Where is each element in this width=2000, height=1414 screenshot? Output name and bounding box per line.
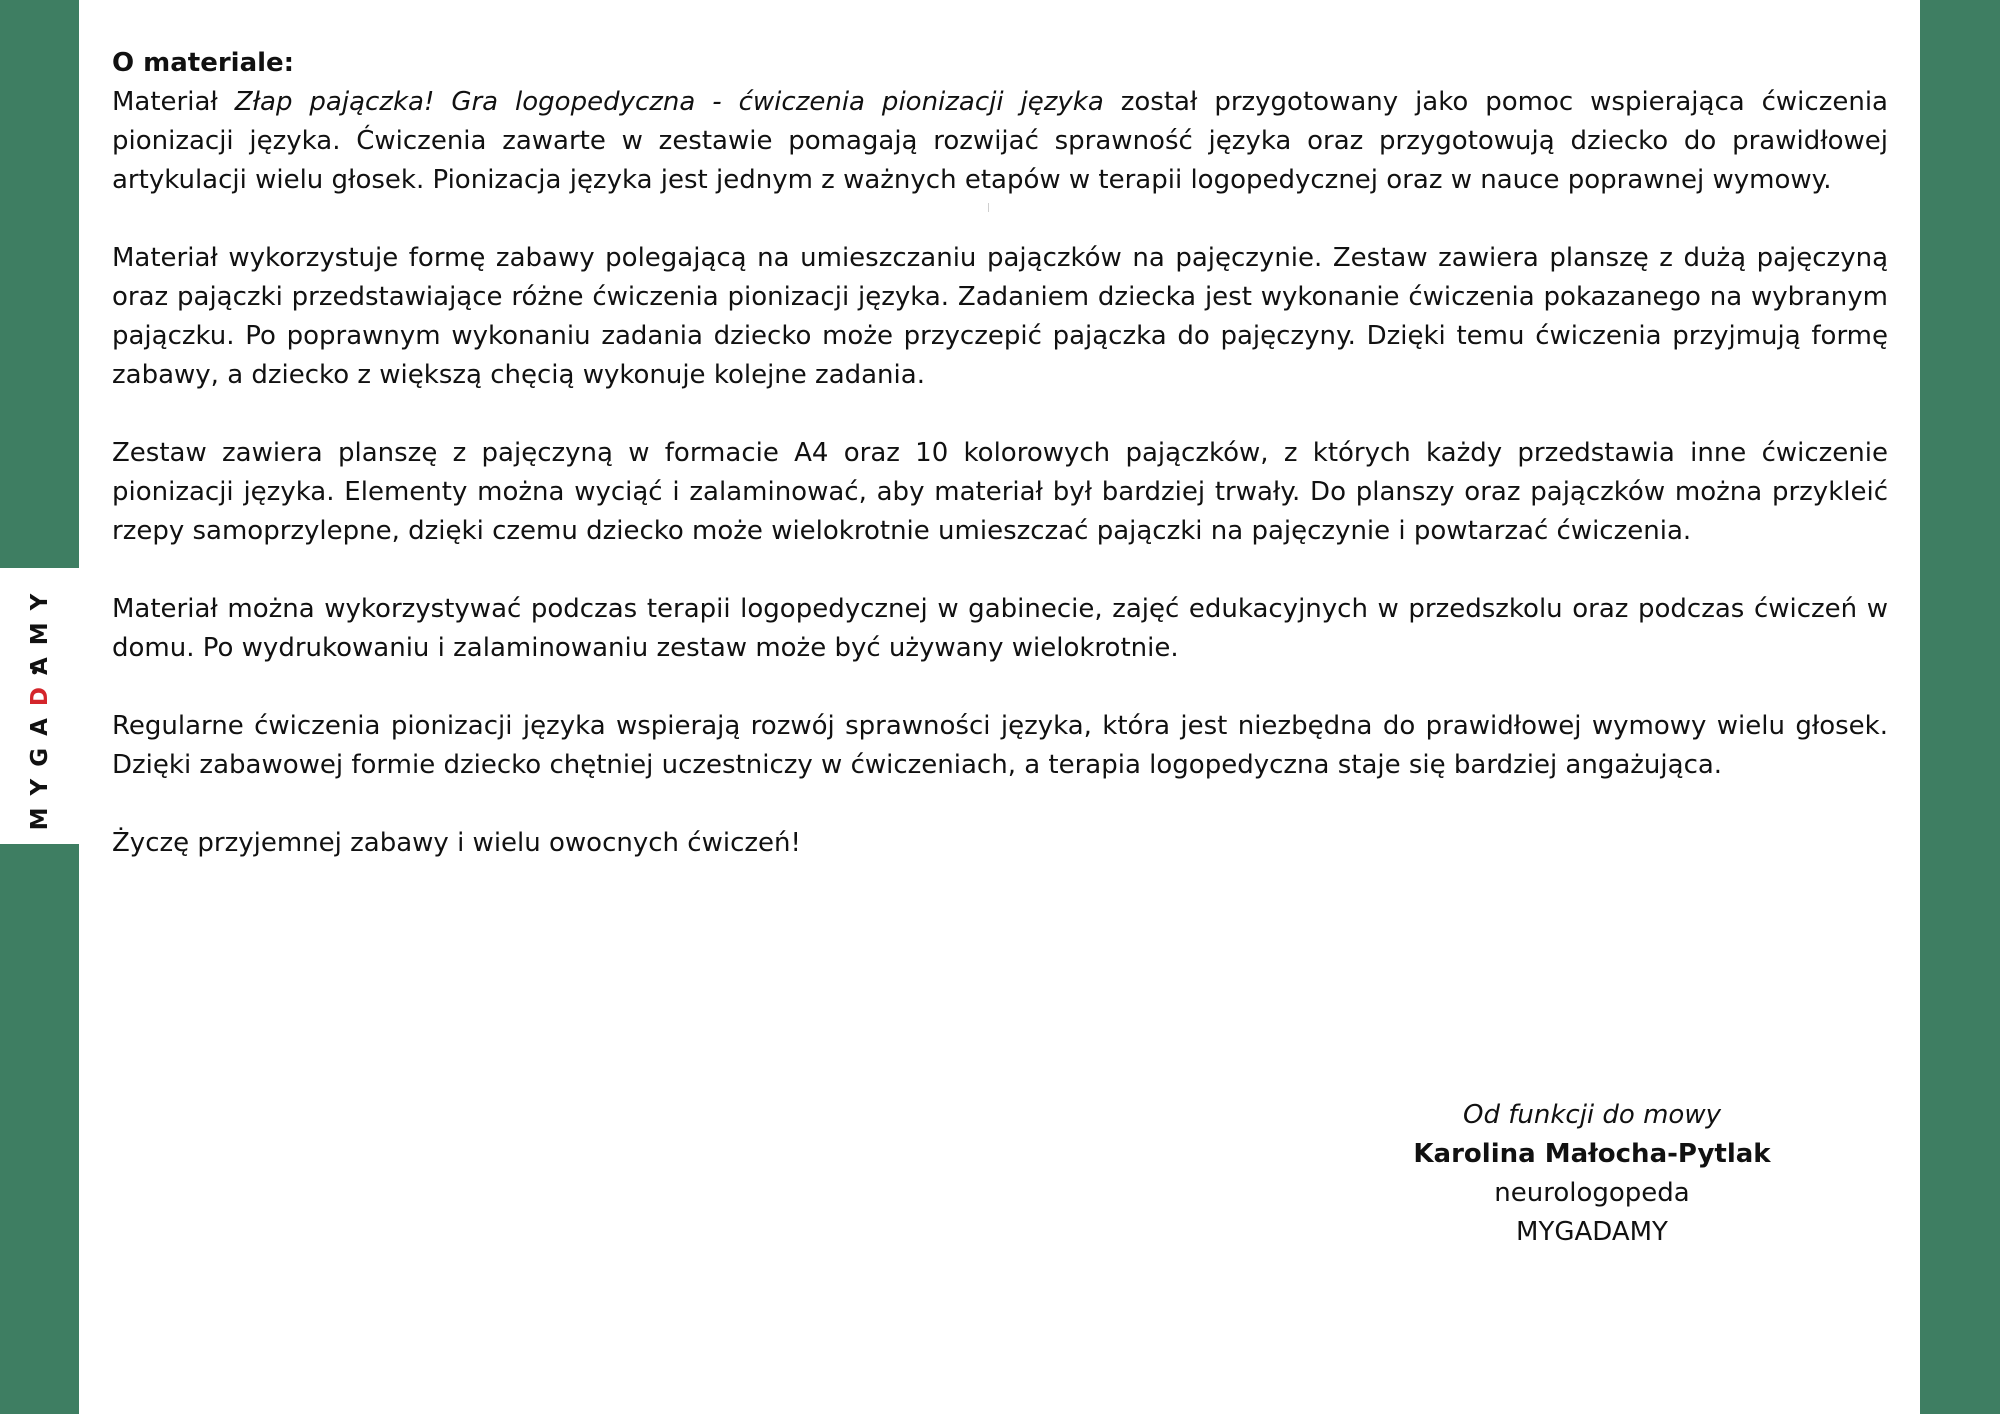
signature-organization: Od funkcji do mowy [1463,1100,1721,1130]
brand-logo [27,582,53,831]
brand-logo-part-2: AMY [27,581,53,676]
paragraph-intro-prefix: Materiał [112,87,235,117]
section-heading: O materiale: [112,48,295,78]
product-title: Złap pajączka! Gra logopedyczna - ćwiczenia pionizacji języka [234,87,1104,117]
signature-brand: MYGADAMY [1516,1217,1668,1247]
brand-logo-accent-letter: D [27,675,53,707]
signature-role: neurologopeda [1494,1178,1690,1208]
brand-logo-part-1: MYGA [27,706,53,831]
paragraph-usage: Materiał można wykorzystywać podczas terapii logopedycznej w gabinecie, zajęć edukacyjnych w przedszkolu oraz podczas ćwiczeń w domu. Po wydrukowaniu i zalaminowaniu zestaw może być używany wielokrotnie. [112,594,1888,663]
paragraph-closing-wish: Życzę przyjemnej zabawy i wielu owocnych ćwiczeń! [112,828,801,858]
paragraph-intro [112,83,1888,200]
paragraph-game-description: Materiał wykorzystuje formę zabawy polegającą na umieszczaniu pajączków na pajęczynie. Zestaw zawiera planszę z dużą pajęczyną oraz pajączki przedstawiające różne ćwiczenia pionizacji języka. Zadaniem dziecka jest wykonanie ćwiczenia pokazanego na wybranym pajączku. Po poprawnym wykonaniu zadania dziecko może przyczepić pajączka do pajęczyny. Dzięki temu ćwiczenia przyjmują formę zabawy, a dziecko z większą chęcią wykonuje kolejne zadania. [112,243,1888,390]
paragraph-set-contents: Zestaw zawiera planszę z pajęczyną w formacie A4 oraz 10 kolorowych pajączków, z których każdy przedstawia inne ćwiczenie pionizacji języka. Elementy można wyciąć i zalaminować, aby materiał był bardziej trwały. Do planszy oraz pajączków można przykleić rzepy samoprzylepne, dzięki czemu dziecko może wielokrotnie umieszczać pajączki na pajęczynie i powtarzać ćwiczenia. [112,438,1888,546]
paragraph-benefits: Regularne ćwiczenia pionizacji języka wspierają rozwój sprawności języka, która jest niezbędna do prawidłowej wymowy wielu głosek. Dzięki zabawowej formie dziecko chętniej uczestniczy w ćwiczeniach, a terapia logopedyczna staje się bardziej angażująca. [112,711,1888,780]
document-body [112,44,1888,902]
paragraph-intro-text: został przygotowany jako pomoc wspierająca ćwiczenia pionizacji języka. Ćwiczenia zawarte w zestawie pomagają rozwijać sprawność języka oraz przygotowują dziecko do prawidłowej artykulacji wielu głosek. Pionizacja języka jest jednym z ważnych etapów w terapii logopedycznej oraz w nauce poprawnej wymowy. [112,87,1888,195]
right-color-band [1920,0,2000,1414]
signature-block [1392,1096,1792,1252]
signature-name: Karolina Małocha-Pytlak [1413,1139,1771,1169]
